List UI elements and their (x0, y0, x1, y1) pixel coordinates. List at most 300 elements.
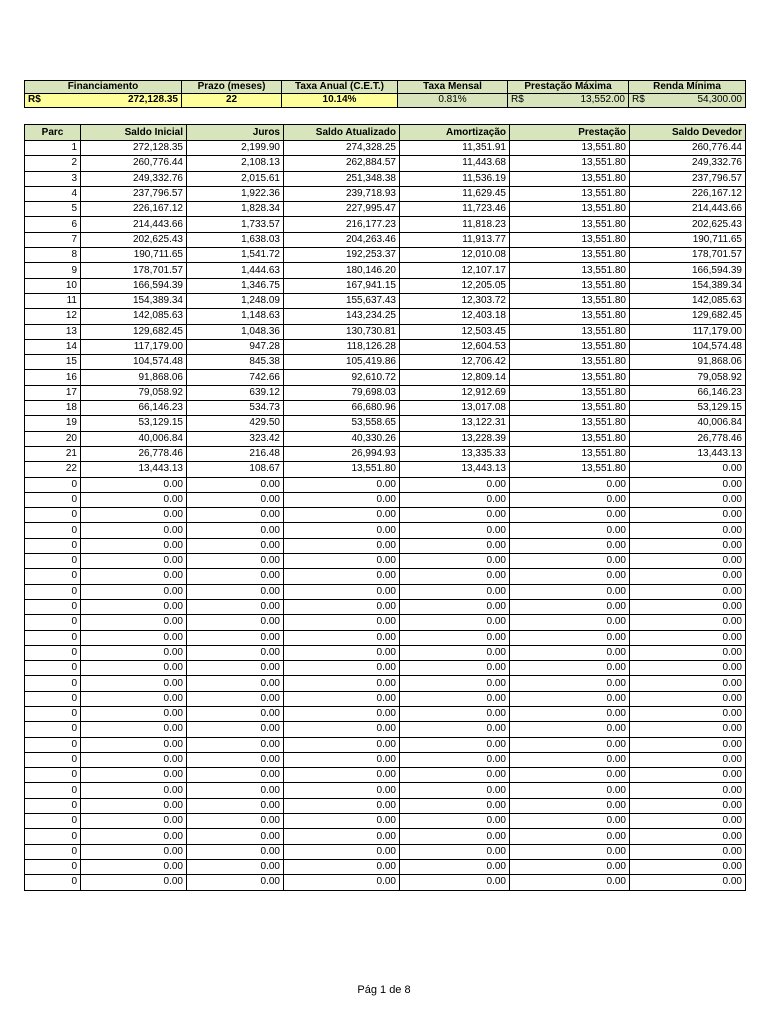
prestacao-cell: 0.00 (510, 783, 630, 798)
parc-cell: 0 (25, 722, 81, 737)
table-row (25, 370, 746, 385)
saldo-atualizado-cell: 26,994.93 (284, 446, 400, 461)
saldo-devedor-cell: 0.00 (630, 814, 746, 829)
amortizacao-cell: 0.00 (400, 706, 510, 721)
juros-cell: 108.67 (187, 462, 284, 477)
amortizacao-cell: 11,351.91 (400, 141, 510, 156)
saldo-devedor-cell: 0.00 (630, 462, 746, 477)
saldo-inicial-cell: 79,058.92 (81, 385, 187, 400)
parc-cell: 1 (25, 141, 81, 156)
table-row (25, 263, 746, 278)
table-row (25, 584, 746, 599)
amortizacao-cell: 0.00 (400, 783, 510, 798)
saldo-inicial-cell: 249,332.76 (81, 171, 187, 186)
saldo-atualizado-cell: 0.00 (284, 492, 400, 507)
juros-cell: 0.00 (187, 661, 284, 676)
juros-cell: 0.00 (187, 706, 284, 721)
amortizacao-cell: 0.00 (400, 645, 510, 660)
saldo-devedor-cell: 237,796.57 (630, 171, 746, 186)
saldo-atualizado-cell: 0.00 (284, 752, 400, 767)
parc-cell: 6 (25, 217, 81, 232)
table-row (25, 875, 746, 890)
saldo-inicial-cell: 0.00 (81, 569, 187, 584)
saldo-atualizado-cell: 180,146.20 (284, 263, 400, 278)
saldo-inicial-cell: 0.00 (81, 722, 187, 737)
amortizacao-cell: 11,536.19 (400, 171, 510, 186)
amortizacao-cell: 0.00 (400, 538, 510, 553)
saldo-inicial-cell: 129,682.45 (81, 324, 187, 339)
prestacao-cell: 0.00 (510, 661, 630, 676)
saldo-atualizado-cell: 92,610.72 (284, 370, 400, 385)
parc-cell: 0 (25, 706, 81, 721)
saldo-inicial-cell: 190,711.65 (81, 248, 187, 263)
parc-cell: 14 (25, 339, 81, 354)
saldo-inicial-cell: 0.00 (81, 645, 187, 660)
juros-cell: 1,346.75 (187, 278, 284, 293)
saldo-devedor-cell: 260,776.44 (630, 141, 746, 156)
table-row (25, 477, 746, 492)
prestacao-cell: 13,551.80 (510, 446, 630, 461)
saldo-devedor-cell: 0.00 (630, 538, 746, 553)
amortizacao-cell: 0.00 (400, 752, 510, 767)
juros-cell: 0.00 (187, 477, 284, 492)
table-row (25, 859, 746, 874)
prestacao-cell: 13,551.80 (510, 156, 630, 171)
amortizacao-cell: 0.00 (400, 661, 510, 676)
saldo-atualizado-cell: 0.00 (284, 554, 400, 569)
juros-cell: 0.00 (187, 523, 284, 538)
saldo-devedor-cell: 66,146.23 (630, 385, 746, 400)
juros-cell: 0.00 (187, 875, 284, 890)
juros-cell: 0.00 (187, 538, 284, 553)
prestacao-cell: 13,551.80 (510, 263, 630, 278)
juros-cell: 1,048.36 (187, 324, 284, 339)
juros-cell: 2,108.13 (187, 156, 284, 171)
prestacao-cell: 0.00 (510, 722, 630, 737)
saldo-inicial-cell: 26,778.46 (81, 446, 187, 461)
amortization-header-row (25, 125, 746, 141)
amortizacao-cell: 0.00 (400, 875, 510, 890)
saldo-devedor-cell: 0.00 (630, 584, 746, 599)
table-row (25, 768, 746, 783)
juros-cell: 429.50 (187, 416, 284, 431)
saldo-atualizado-cell: 0.00 (284, 691, 400, 706)
saldo-inicial-cell: 0.00 (81, 768, 187, 783)
saldo-devedor-cell: 0.00 (630, 630, 746, 645)
juros-cell: 0.00 (187, 783, 284, 798)
saldo-inicial-cell: 0.00 (81, 691, 187, 706)
table-row (25, 232, 746, 247)
saldo-atualizado-cell: 227,995.47 (284, 202, 400, 217)
amortizacao-cell: 0.00 (400, 829, 510, 844)
saldo-atualizado-cell: 130,730.81 (284, 324, 400, 339)
saldo-inicial-cell: 214,443.66 (81, 217, 187, 232)
table-row (25, 462, 746, 477)
saldo-atualizado-cell: 0.00 (284, 599, 400, 614)
financiamento-value: 272,128.35 (127, 94, 178, 106)
table-row (25, 538, 746, 553)
saldo-devedor-cell: 117,179.00 (630, 324, 746, 339)
saldo-atualizado-cell: 167,941.15 (284, 278, 400, 293)
saldo-atualizado-cell: 66,680.96 (284, 401, 400, 416)
saldo-inicial-cell: 0.00 (81, 752, 187, 767)
amortizacao-cell: 11,913.77 (400, 232, 510, 247)
table-row (25, 645, 746, 660)
saldo-inicial-cell: 0.00 (81, 508, 187, 523)
amortizacao-cell: 0.00 (400, 798, 510, 813)
juros-cell: 0.00 (187, 492, 284, 507)
saldo-inicial-cell: 0.00 (81, 630, 187, 645)
parc-cell: 10 (25, 278, 81, 293)
summary-value-row (25, 94, 746, 107)
juros-cell: 947.28 (187, 339, 284, 354)
header-prazo: Prazo (meses) (182, 81, 282, 94)
saldo-devedor-cell: 0.00 (630, 875, 746, 890)
saldo-atualizado-cell: 0.00 (284, 798, 400, 813)
prestacao-cell: 13,551.80 (510, 309, 630, 324)
juros-cell: 1,248.09 (187, 293, 284, 308)
saldo-inicial-cell: 226,167.12 (81, 202, 187, 217)
header-saldo-atualizado: Saldo Atualizado (284, 125, 400, 141)
table-row (25, 446, 746, 461)
parc-cell: 0 (25, 768, 81, 783)
saldo-atualizado-cell: 0.00 (284, 859, 400, 874)
saldo-inicial-cell: 0.00 (81, 676, 187, 691)
saldo-atualizado-cell: 0.00 (284, 661, 400, 676)
saldo-atualizado-cell: 0.00 (284, 523, 400, 538)
table-row (25, 401, 746, 416)
prestacao-cell: 0.00 (510, 554, 630, 569)
prestacao-cell: 0.00 (510, 477, 630, 492)
prestacao-cell: 13,551.80 (510, 462, 630, 477)
table-row (25, 278, 746, 293)
saldo-devedor-cell: 166,594.39 (630, 263, 746, 278)
juros-cell: 1,733.57 (187, 217, 284, 232)
parc-cell: 0 (25, 783, 81, 798)
parc-cell: 0 (25, 829, 81, 844)
juros-cell: 0.00 (187, 584, 284, 599)
parc-cell: 13 (25, 324, 81, 339)
parc-cell: 0 (25, 492, 81, 507)
amortizacao-cell: 0.00 (400, 737, 510, 752)
saldo-atualizado-cell: 0.00 (284, 768, 400, 783)
prestacao-cell: 0.00 (510, 584, 630, 599)
saldo-devedor-cell: 53,129.15 (630, 401, 746, 416)
table-row (25, 248, 746, 263)
saldo-devedor-cell: 104,574.48 (630, 339, 746, 354)
table-row (25, 829, 746, 844)
prestacao-cell: 0.00 (510, 569, 630, 584)
table-row (25, 171, 746, 186)
saldo-atualizado-cell: 262,884.57 (284, 156, 400, 171)
saldo-devedor-cell: 0.00 (630, 691, 746, 706)
table-row (25, 737, 746, 752)
amortizacao-cell: 0.00 (400, 477, 510, 492)
juros-cell: 1,828.34 (187, 202, 284, 217)
taxa-mensal-value: 0.81% (398, 94, 508, 107)
amortizacao-cell: 11,818.23 (400, 217, 510, 232)
table-row (25, 615, 746, 630)
header-taxa-mensal: Taxa Mensal (398, 81, 508, 94)
prestacao-cell: 13,551.80 (510, 217, 630, 232)
prestacao-cell: 0.00 (510, 706, 630, 721)
saldo-atualizado-cell: 204,263.46 (284, 232, 400, 247)
header-amortizacao: Amortização (400, 125, 510, 141)
header-financiamento: Financiamento (25, 81, 182, 94)
juros-cell: 1,444.63 (187, 263, 284, 278)
amortizacao-cell: 12,107.17 (400, 263, 510, 278)
prestacao-cell: 13,551.80 (510, 278, 630, 293)
juros-cell: 0.00 (187, 630, 284, 645)
saldo-atualizado-cell: 0.00 (284, 875, 400, 890)
saldo-devedor-cell: 190,711.65 (630, 232, 746, 247)
amortizacao-cell: 12,303.72 (400, 293, 510, 308)
prazo-value: 22 (182, 94, 282, 107)
juros-cell: 0.00 (187, 722, 284, 737)
amortizacao-cell: 13,228.39 (400, 431, 510, 446)
prestacao-cell: 0.00 (510, 752, 630, 767)
saldo-inicial-cell: 0.00 (81, 875, 187, 890)
prestacao-cell: 0.00 (510, 737, 630, 752)
saldo-atualizado-cell: 251,348.38 (284, 171, 400, 186)
saldo-inicial-cell: 13,443.13 (81, 462, 187, 477)
saldo-devedor-cell: 0.00 (630, 768, 746, 783)
currency-label: R$ (511, 94, 524, 106)
saldo-inicial-cell: 40,006.84 (81, 431, 187, 446)
saldo-inicial-cell: 66,146.23 (81, 401, 187, 416)
parc-cell: 16 (25, 370, 81, 385)
table-row (25, 431, 746, 446)
amortizacao-cell: 12,503.45 (400, 324, 510, 339)
amortizacao-cell: 13,122.31 (400, 416, 510, 431)
amortizacao-cell: 0.00 (400, 599, 510, 614)
saldo-inicial-cell: 0.00 (81, 737, 187, 752)
parc-cell: 0 (25, 554, 81, 569)
table-row (25, 661, 746, 676)
saldo-inicial-cell: 142,085.63 (81, 309, 187, 324)
juros-cell: 845.38 (187, 355, 284, 370)
saldo-devedor-cell: 0.00 (630, 798, 746, 813)
saldo-inicial-cell: 91,868.06 (81, 370, 187, 385)
saldo-inicial-cell: 272,128.35 (81, 141, 187, 156)
amortizacao-cell: 0.00 (400, 676, 510, 691)
parc-cell: 8 (25, 248, 81, 263)
saldo-atualizado-cell: 0.00 (284, 615, 400, 630)
saldo-devedor-cell: 26,778.46 (630, 431, 746, 446)
table-row (25, 385, 746, 400)
prestacao-cell: 13,551.80 (510, 232, 630, 247)
prestacao-cell: 0.00 (510, 768, 630, 783)
juros-cell: 534.73 (187, 401, 284, 416)
prestacao-cell: 0.00 (510, 798, 630, 813)
saldo-inicial-cell: 117,179.00 (81, 339, 187, 354)
parc-cell: 0 (25, 599, 81, 614)
header-saldo-devedor: Saldo Devedor (630, 125, 746, 141)
saldo-inicial-cell: 0.00 (81, 492, 187, 507)
table-row (25, 706, 746, 721)
amortizacao-cell: 12,706.42 (400, 355, 510, 370)
currency-label: R$ (28, 94, 41, 106)
saldo-atualizado-cell: 105,419.86 (284, 355, 400, 370)
financiamento-cell (25, 94, 182, 107)
amortizacao-cell: 0.00 (400, 814, 510, 829)
prestacao-cell: 0.00 (510, 844, 630, 859)
prestacao-cell: 13,551.80 (510, 339, 630, 354)
saldo-atualizado-cell: 0.00 (284, 737, 400, 752)
table-row (25, 508, 746, 523)
amortizacao-cell: 0.00 (400, 492, 510, 507)
saldo-devedor-cell: 0.00 (630, 615, 746, 630)
saldo-atualizado-cell: 192,253.37 (284, 248, 400, 263)
juros-cell: 0.00 (187, 569, 284, 584)
prestacao-cell: 0.00 (510, 615, 630, 630)
juros-cell: 1,148.63 (187, 309, 284, 324)
table-row (25, 814, 746, 829)
saldo-inicial-cell: 104,574.48 (81, 355, 187, 370)
saldo-inicial-cell: 0.00 (81, 783, 187, 798)
prestacao-cell: 0.00 (510, 523, 630, 538)
saldo-atualizado-cell: 53,558.65 (284, 416, 400, 431)
parc-cell: 0 (25, 538, 81, 553)
amortizacao-cell: 0.00 (400, 523, 510, 538)
prestacao-cell: 13,551.80 (510, 355, 630, 370)
table-row (25, 752, 746, 767)
saldo-inicial-cell: 0.00 (81, 477, 187, 492)
juros-cell: 742.66 (187, 370, 284, 385)
saldo-atualizado-cell: 0.00 (284, 477, 400, 492)
table-row (25, 844, 746, 859)
juros-cell: 0.00 (187, 615, 284, 630)
table-row (25, 492, 746, 507)
saldo-devedor-cell: 0.00 (630, 661, 746, 676)
saldo-atualizado-cell: 0.00 (284, 783, 400, 798)
amortizacao-cell: 12,403.18 (400, 309, 510, 324)
saldo-devedor-cell: 0.00 (630, 859, 746, 874)
header-juros: Juros (187, 125, 284, 141)
summary-header-row (25, 81, 746, 94)
prestacao-cell: 13,551.80 (510, 370, 630, 385)
saldo-devedor-cell: 40,006.84 (630, 416, 746, 431)
saldo-inicial-cell: 0.00 (81, 599, 187, 614)
saldo-inicial-cell: 0.00 (81, 584, 187, 599)
saldo-atualizado-cell: 0.00 (284, 645, 400, 660)
prestacao-cell: 0.00 (510, 630, 630, 645)
amortizacao-cell: 0.00 (400, 722, 510, 737)
prestacao-cell: 0.00 (510, 691, 630, 706)
parc-cell: 21 (25, 446, 81, 461)
juros-cell: 0.00 (187, 691, 284, 706)
parc-cell: 0 (25, 523, 81, 538)
saldo-devedor-cell: 0.00 (630, 477, 746, 492)
table-row (25, 416, 746, 431)
currency-label: R$ (632, 94, 645, 106)
amortizacao-cell: 12,912.69 (400, 385, 510, 400)
amortizacao-cell: 11,443.68 (400, 156, 510, 171)
saldo-atualizado-cell: 0.00 (284, 569, 400, 584)
parc-cell: 0 (25, 661, 81, 676)
parc-cell: 4 (25, 186, 81, 201)
parc-cell: 17 (25, 385, 81, 400)
table-row (25, 630, 746, 645)
juros-cell: 0.00 (187, 645, 284, 660)
juros-cell: 216.48 (187, 446, 284, 461)
table-row (25, 523, 746, 538)
table-row (25, 217, 746, 232)
juros-cell: 0.00 (187, 798, 284, 813)
amortizacao-cell: 0.00 (400, 569, 510, 584)
prestacao-cell: 13,551.80 (510, 293, 630, 308)
saldo-inicial-cell: 0.00 (81, 706, 187, 721)
juros-cell: 1,922.36 (187, 186, 284, 201)
saldo-inicial-cell: 0.00 (81, 844, 187, 859)
parc-cell: 0 (25, 584, 81, 599)
juros-cell: 323.42 (187, 431, 284, 446)
saldo-atualizado-cell: 40,330.26 (284, 431, 400, 446)
table-row (25, 783, 746, 798)
page-footer: Pág 1 de 8 (357, 984, 411, 996)
saldo-atualizado-cell: 0.00 (284, 508, 400, 523)
amortizacao-cell: 13,443.13 (400, 462, 510, 477)
juros-cell: 2,015.61 (187, 171, 284, 186)
parc-cell: 0 (25, 752, 81, 767)
amortizacao-cell: 0.00 (400, 630, 510, 645)
parc-cell: 2 (25, 156, 81, 171)
table-row (25, 339, 746, 354)
parc-cell: 0 (25, 875, 81, 890)
parc-cell: 19 (25, 416, 81, 431)
prestacao-cell: 0.00 (510, 814, 630, 829)
saldo-devedor-cell: 0.00 (630, 676, 746, 691)
amortizacao-cell: 13,017.08 (400, 401, 510, 416)
saldo-devedor-cell: 91,868.06 (630, 355, 746, 370)
prestacao-cell: 13,551.80 (510, 186, 630, 201)
saldo-devedor-cell: 202,625.43 (630, 217, 746, 232)
saldo-atualizado-cell: 143,234.25 (284, 309, 400, 324)
parc-cell: 0 (25, 630, 81, 645)
header-renda-minima: Renda Mínima (629, 81, 746, 94)
table-row (25, 554, 746, 569)
saldo-inicial-cell: 0.00 (81, 615, 187, 630)
amortizacao-cell: 0.00 (400, 615, 510, 630)
saldo-atualizado-cell: 0.00 (284, 584, 400, 599)
prestacao-cell: 13,551.80 (510, 416, 630, 431)
table-row (25, 156, 746, 171)
saldo-devedor-cell: 0.00 (630, 844, 746, 859)
saldo-devedor-cell: 129,682.45 (630, 309, 746, 324)
saldo-devedor-cell: 0.00 (630, 645, 746, 660)
saldo-atualizado-cell: 0.00 (284, 722, 400, 737)
table-row (25, 722, 746, 737)
prestacao-cell: 0.00 (510, 599, 630, 614)
saldo-atualizado-cell: 118,126.28 (284, 339, 400, 354)
saldo-inicial-cell: 53,129.15 (81, 416, 187, 431)
juros-cell: 0.00 (187, 814, 284, 829)
amortizacao-cell: 11,629.45 (400, 186, 510, 201)
parc-cell: 12 (25, 309, 81, 324)
saldo-inicial-cell: 0.00 (81, 814, 187, 829)
amortization-body (25, 141, 746, 891)
saldo-devedor-cell: 0.00 (630, 554, 746, 569)
parc-cell: 0 (25, 691, 81, 706)
prestacao-maxima-cell (508, 94, 629, 107)
parc-cell: 20 (25, 431, 81, 446)
saldo-devedor-cell: 13,443.13 (630, 446, 746, 461)
amortizacao-cell: 11,723.46 (400, 202, 510, 217)
juros-cell: 0.00 (187, 859, 284, 874)
saldo-devedor-cell: 154,389.34 (630, 278, 746, 293)
juros-cell: 0.00 (187, 737, 284, 752)
parc-cell: 0 (25, 615, 81, 630)
